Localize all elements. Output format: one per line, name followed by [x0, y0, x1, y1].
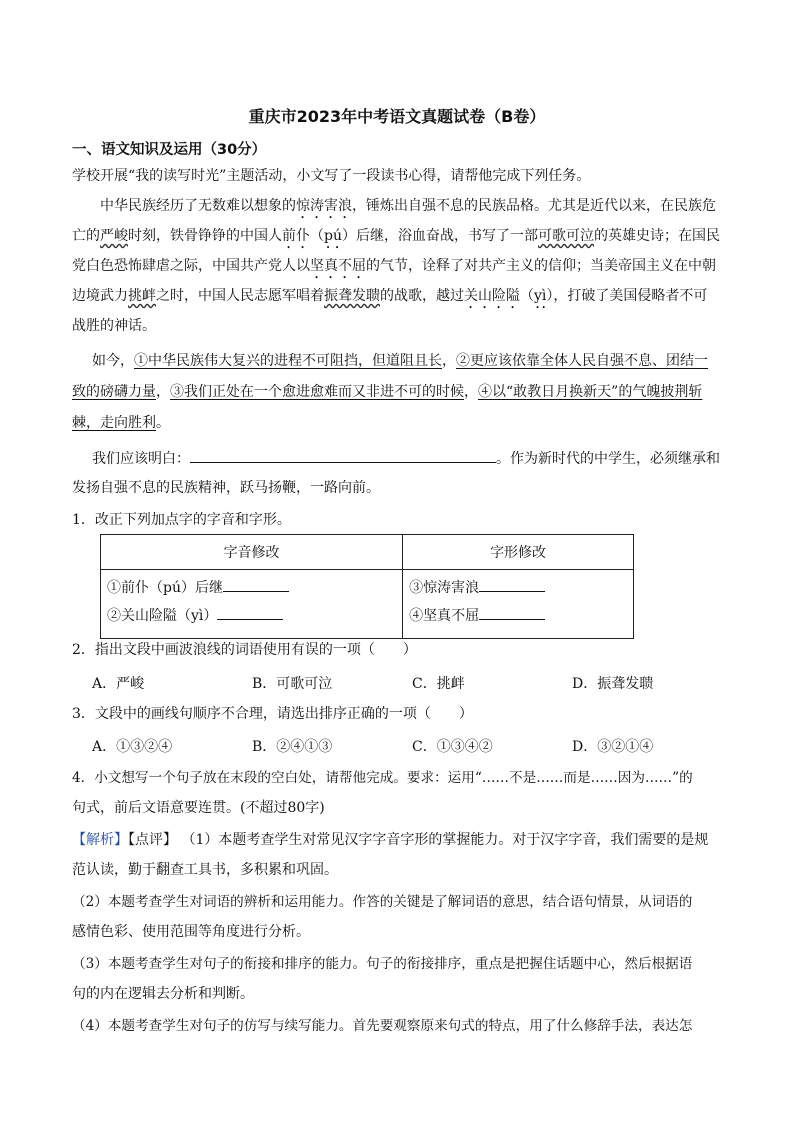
answer-blank[interactable] [479, 577, 545, 592]
question-3-stem: 3．文段中的画线句顺序不合理，请选出排序正确的一项（ ） [72, 706, 473, 722]
option-c[interactable]: C．挑衅 [412, 676, 465, 692]
underlined-sentence: 致的磅礴力量 [72, 384, 156, 400]
wavy-word: 严峻 [100, 228, 128, 244]
option-a[interactable]: A．①③②④ [92, 739, 173, 755]
analysis-line: （2）本题考查学生对词语的辨析和运用能力。作答的关键是了解词语的意思，结合语句情景，从词语的 [72, 894, 693, 910]
passage-line: 边境武力挑衅之时，中国人民志愿军唱着振聋发聩的战歌，越过关山险隘（yì），打破了美国侵略者不可 [72, 288, 708, 304]
passage-line: 中华民族经历了无数难以想象的惊涛害浪，锤炼出自强不息的民族品格。尤其是近代以来，在民族危 [100, 198, 716, 214]
question-2-stem: 2．指出文段中画波浪线的词语使用有误的一项（ ） [72, 642, 417, 658]
passage-line: 战胜的神话。 [72, 318, 156, 334]
analysis-line: 范认读，勤于翻查工具书，多积累和巩固。 [72, 862, 338, 878]
passage-line: 党白色恐怖肆虐之际，中国共产党人以坚真不屈的气节，诠释了对共产主义的信仰；当美帝国主义在中朝 [72, 258, 716, 274]
question-4-stem: 4．小文想写一个句子放在末段的空白处，请帮他完成。要求：运用“……不是……而是……因为……”的 [72, 770, 693, 786]
intro-text: 学校开展“我的读写时光”主题活动，小文写了一段读书心得，请帮他完成下列任务。 [72, 168, 591, 184]
analysis-line: （4）本题考查学生对句子的仿写与续写能力。首先要观察原来句式的特点，用了什么修辞手法，表达怎 [72, 1018, 693, 1034]
option-d[interactable]: D．③②①④ [572, 739, 654, 755]
dotted-word: 惊涛害浪 [296, 198, 352, 214]
underlined-sentence: 棘，走向胜利 [72, 415, 156, 431]
table-header: 字音修改 [101, 535, 403, 570]
analysis-line: 感情色彩、使用范围等角度进行分析。 [72, 924, 310, 940]
analysis-line: 句的内在逻辑去分析和判断。 [72, 986, 254, 1002]
option-d[interactable]: D．振聋发聩 [572, 676, 654, 692]
question-2-options [92, 673, 732, 693]
option-a[interactable]: A．严峻 [92, 676, 145, 692]
passage-line: 棘，走向胜利。 [72, 415, 170, 431]
answer-blank[interactable] [217, 605, 283, 620]
passage-line: 发扬自强不息的民族精神，跃马扬鞭，一路向前。 [72, 480, 380, 496]
underlined-sentence: ③我们正处在一个愈进愈难而又非进不可的时候 [170, 384, 464, 400]
analysis-line: （3）本题考查学生对句子的衔接和排序的能力。句子的衔接排序，重点是把握住话题中心，然后根据语 [72, 956, 693, 972]
option-c[interactable]: C．①③④② [412, 739, 493, 755]
underlined-sentence: ④以“敢教日月换新天”的气魄披荆斩 [478, 384, 703, 400]
answer-blank[interactable] [190, 448, 496, 463]
answer-blank[interactable] [223, 577, 289, 592]
passage-line: 致的磅礴力量，③我们正处在一个愈进愈难而又非进不可的时候，④以“敢教日月换新天”的气魄披荆斩 [72, 384, 703, 400]
answer-blank[interactable] [479, 605, 545, 620]
dotted-word: 前仆（pú） [282, 228, 356, 244]
table-cell: ③惊涛害浪 ④坚真不屈 [403, 570, 634, 639]
dotted-word: 坚真不屈 [310, 258, 366, 274]
wavy-word: 可歌可泣 [537, 228, 594, 244]
wavy-word: 挑衅 [128, 288, 156, 304]
passage-line: 亡的严峻时刻，铁骨铮铮的中国人前仆（pú）后继，浴血奋战，书写了一部可歌可泣的英雄史诗；在国民 [72, 228, 720, 244]
question-4-stem: 句式，前后文语意要连贯。(不超过80字) [72, 800, 325, 816]
underlined-sentence: ①中华民族伟大复兴的进程不可阻挡，但道阻且长 [134, 353, 442, 369]
page-title: 重庆市2023年中考语文真题试卷（B卷） [248, 107, 546, 126]
table-header: 字形修改 [403, 535, 634, 570]
option-b[interactable]: B．②④①③ [252, 739, 333, 755]
underlined-sentence: ②更应该依靠全体人民自强不息、团结一 [456, 353, 708, 369]
table-cell: ①前仆（pú）后继 ②关山险隘（yì） [101, 570, 403, 639]
analysis-tag: 【解析】 [72, 832, 128, 848]
dotted-word: 关山险隘（yì） [464, 288, 554, 304]
passage-line: 如今，①中华民族伟大复兴的进程不可阻挡，但道阻且长，②更应该依靠全体人民自强不息、团结一 [92, 353, 708, 369]
analysis-line: 【解析】【点评】 （1）本题考查学生对常见汉字字音字形的掌握能力。对于汉字字音，我们需要的是规 [72, 832, 709, 848]
question-3-options [92, 736, 732, 756]
question-1-table [100, 534, 634, 639]
question-1-stem: 1．改正下列加点字的字音和字形。 [72, 512, 291, 528]
wavy-word: 振聋发聩 [324, 288, 380, 304]
section-heading: 一、语文知识及运用（30分） [72, 142, 267, 158]
passage-line: 我们应该明白： 。作为新时代的中学生，必须继承和 [92, 448, 768, 469]
option-b[interactable]: B．可歌可泣 [252, 676, 333, 692]
